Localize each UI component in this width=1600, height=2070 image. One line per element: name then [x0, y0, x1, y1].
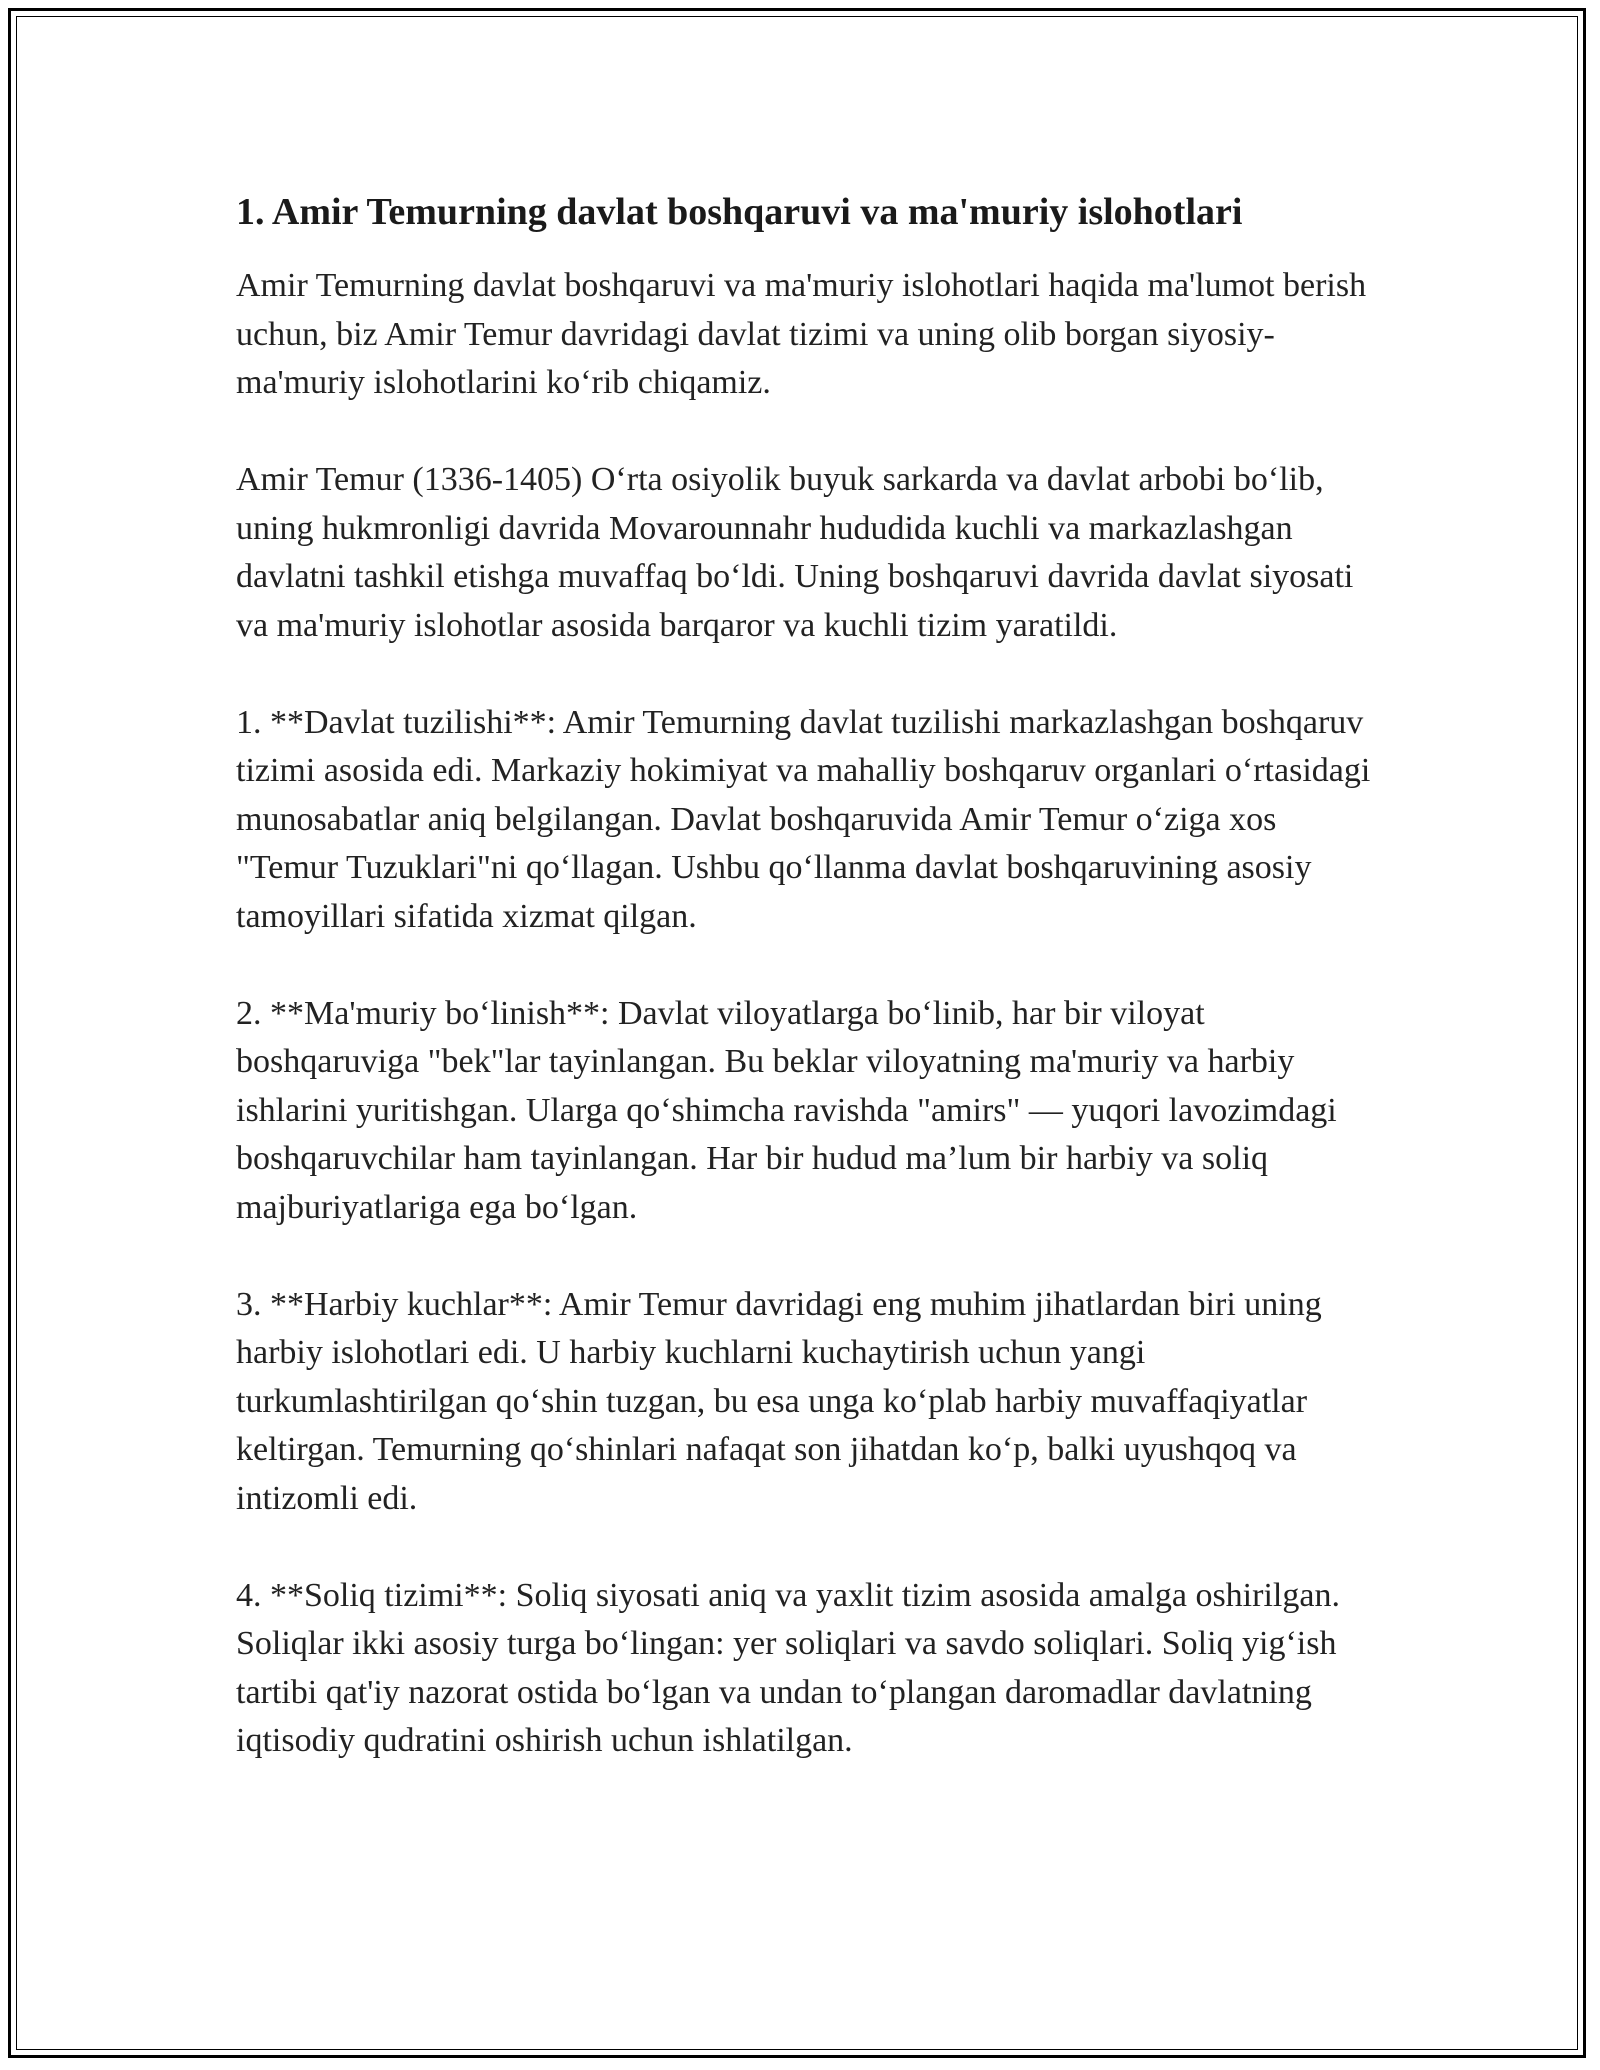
paragraph-tax-system: 4. **Soliq tizimi**: Soliq siyosati aniq va yaxlit tizim asosida amalga oshirilgan. Soliqlar ikki asosiy turga bo‘lingan: yer soliqlari va savdo soliqlari. Soliq yig‘ish tartibi qat'iy nazorat ostida bo‘lgan va undan to‘plangan daromadlar davlatning iqtisodiy qudratini oshirish uchun ishlatilgan. — [236, 1576, 1340, 1759]
document-body — [236, 186, 1386, 1814]
paragraph-administrative-division: 2. **Ma'muriy bo‘linish**: Davlat viloyatlarga bo‘linib, har bir viloyat boshqaruviga "bek"lar tayinlangan. Bu beklar viloyatning ma'muriy va harbiy ishlarini yuritishgan. Ularga qo‘shimcha ravishda "amirs" — yuqori lavozimdagi boshqaruvchilar ham tayinlangan. Har bir hudud ma’lum bir harbiy va soliq majburiyatlariga ega bo‘lgan. — [236, 994, 1337, 1226]
document-title: 1. Amir Temurning davlat boshqaruvi va ma'muriy islohotlari — [236, 191, 1243, 233]
paragraph-state-structure: 1. **Davlat tuzilishi**: Amir Temurning davlat tuzilishi markazlashgan boshqaruv tizimi asosida edi. Markaziy hokimiyat va mahalliy boshqaruv organlari o‘rtasidagi munosabatlar aniq belgilangan. Davlat boshqaruvida Amir Temur o‘ziga xos "Temur Tuzuklari"ni qo‘llagan. Ushbu qo‘llanma davlat boshqaruvining asosiy tamoyillari sifatida xizmat qilgan. — [236, 703, 1371, 935]
paragraph-intro: Amir Temurning davlat boshqaruvi va ma'muriy islohotlari haqida ma'lumot berish uchun, biz Amir Temur davridagi davlat tizimi va uning olib borgan siyosiy-ma'muriy islohotlarini ko‘rib chiqamiz. — [236, 267, 1367, 401]
paragraph-military-forces: 3. **Harbiy kuchlar**: Amir Temur davridagi eng muhim jihatlardan biri uning harbiy islohotlari edi. U harbiy kuchlarni kuchaytirish uchun yangi turkumlashtirilgan qo‘shin tuzgan, bu esa unga ko‘plab harbiy muvaffaqiyatlar keltirgan. Temurning qo‘shinlari nafaqat son jihatdan ko‘p, balki uyushqoq va intizomli edi. — [236, 1285, 1322, 1517]
paragraph-background: Amir Temur (1336-1405) O‘rta osiyolik buyuk sarkarda va davlat arbobi bo‘lib, uning hukmronligi davrida Movarounnahr hududida kuchli va markazlashgan davlatni tashkil etishga muvaffaq bo‘ldi. Uning boshqaruvi davrida davlat siyosati va ma'muriy islohotlar asosida barqaror va kuchli tizim yaratildi. — [236, 461, 1354, 644]
